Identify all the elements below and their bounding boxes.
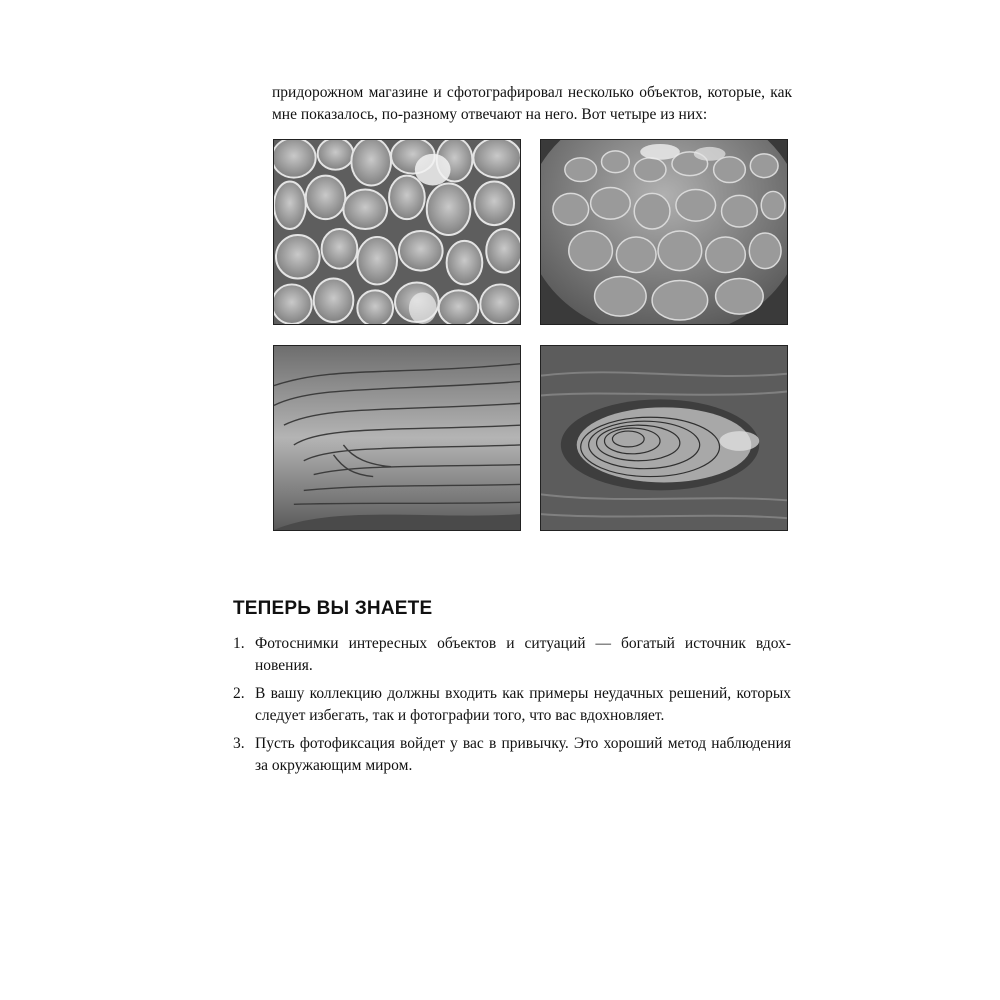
list-item [233,683,791,727]
glass-ovals-photo [273,139,521,325]
list-item [233,633,791,677]
list-item-text: В вашу коллекцию должны входить как примеры неудачных решений, которых следует избегать, так и фотографии того, что вас вдохновляет. [255,685,791,724]
list-item-number: 2. [233,685,245,702]
wood-grain-photo [273,345,521,531]
list-item-number: 3. [233,735,245,752]
takeaways-list [233,633,791,783]
glass-bubbles-bowl-photo [540,139,788,325]
wood-knot-photo [540,345,788,531]
section-title: ТЕПЕРЬ ВЫ ЗНАЕТЕ [233,598,433,619]
list-item [233,733,791,777]
intro-text: придорожном магазине и сфотографировал несколько объектов, которые, как мне показалось, по-разному отвечают на него. Вот четыре из них: [272,84,792,123]
list-item-number: 1. [233,635,245,652]
list-item-text: Пусть фотофиксация войдет у вас в привычку. Это хороший метод наблюдения за окружающим миром. [255,735,791,774]
list-item-text: Фотоснимки интересных объектов и ситуаций — богатый источник вдохновения. [255,635,791,674]
intro-paragraph [272,82,792,126]
